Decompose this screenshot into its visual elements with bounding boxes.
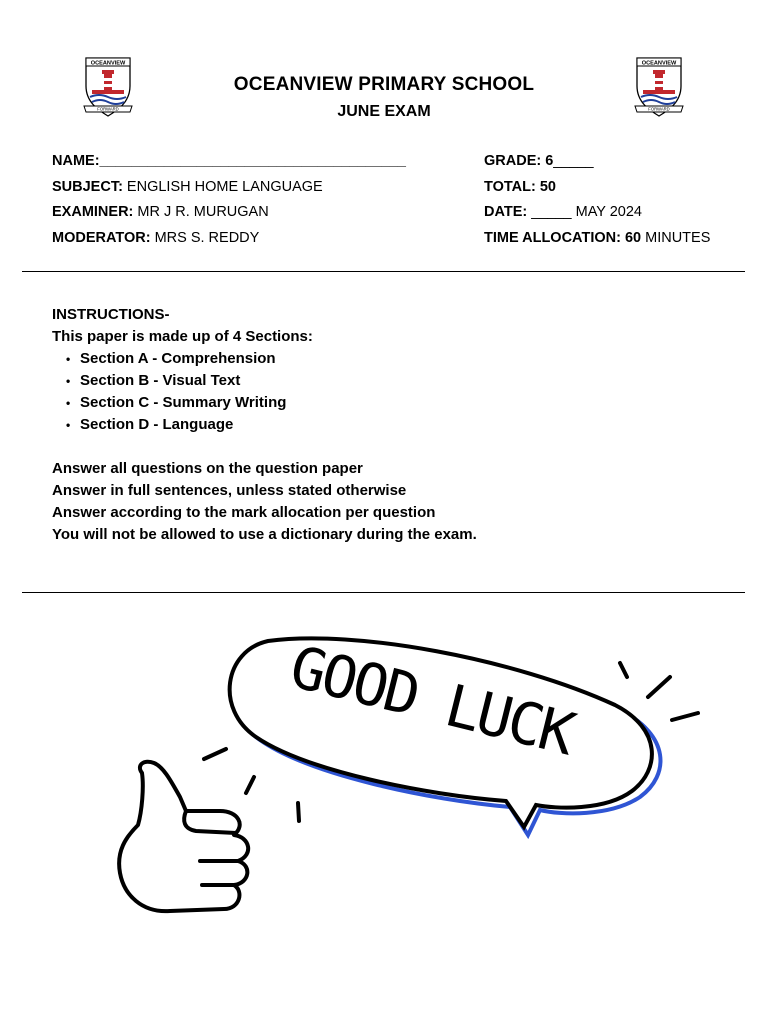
crest-motto: FORWARD xyxy=(648,106,670,112)
school-name: OCEANVIEW PRIMARY SCHOOL xyxy=(233,74,535,95)
name-blank: ______________________________________ xyxy=(99,153,406,169)
list-item xyxy=(66,392,477,414)
crest-top-text: OCEANVIEW xyxy=(90,60,126,67)
section-c: Section C - Summary Writing xyxy=(80,394,287,411)
total-label: TOTAL: 50 xyxy=(484,178,556,195)
section-a: Section A - Comprehension xyxy=(80,350,276,367)
name-label: NAME: xyxy=(52,153,100,169)
time-row xyxy=(484,229,710,255)
moderator-label: MODERATOR: xyxy=(52,229,151,246)
moderator-value: MRS S. REDDY xyxy=(150,229,260,246)
crest-top-text: OCEANVIEW xyxy=(641,60,677,67)
crest-motto: FORWARD xyxy=(97,106,119,112)
bullet-icon: • xyxy=(66,418,71,432)
exam-details-left xyxy=(52,152,406,254)
divider-top xyxy=(22,271,745,272)
examiner-label: EXAMINER: xyxy=(52,204,134,220)
list-item xyxy=(66,370,477,392)
rule-4: You will not be allowed to use a dictionary during the exam. xyxy=(52,526,477,543)
grade-field[interactable] xyxy=(484,152,710,178)
bullet-icon: • xyxy=(66,374,71,388)
date-field[interactable] xyxy=(484,203,710,229)
subject-row xyxy=(52,178,406,204)
examiner-value: MR J R. MURUGAN xyxy=(133,204,269,220)
section-d: Section D - Language xyxy=(80,416,234,433)
good-luck-text: GOOD LUCK xyxy=(283,632,579,768)
exam-title: JUNE EXAM xyxy=(337,103,431,120)
subject-value: ENGLISH HOME LANGUAGE xyxy=(122,178,323,195)
subject-label: SUBJECT: xyxy=(52,178,123,195)
divider-bottom xyxy=(22,592,745,593)
rule-1: Answer all questions on the question paper xyxy=(52,460,363,477)
rule-3: Answer according to the mark allocation per question xyxy=(52,504,436,521)
instructions-block xyxy=(52,304,477,546)
thumbs-up-icon xyxy=(119,762,248,911)
instructions-intro: This paper is made up of 4 Sections: xyxy=(52,328,313,345)
date-label: DATE: xyxy=(484,204,528,220)
grade-label: GRADE: 6 xyxy=(484,153,554,169)
rule-2: Answer in full sentences, unless stated otherwise xyxy=(52,482,407,499)
exam-details-right xyxy=(484,152,710,254)
section-b: Section B - Visual Text xyxy=(80,372,241,389)
date-value: _____ MAY 2024 xyxy=(527,204,642,220)
list-item xyxy=(66,348,477,370)
grade-blank: _____ xyxy=(553,153,594,169)
section-list xyxy=(52,348,477,436)
total-row xyxy=(484,178,710,204)
moderator-row xyxy=(52,229,406,255)
instructions-heading: INSTRUCTIONS- xyxy=(52,306,170,323)
good-luck-illustration xyxy=(100,625,720,945)
bullet-icon: • xyxy=(66,352,71,366)
bullet-icon: • xyxy=(66,396,71,410)
time-value: MINUTES xyxy=(641,229,711,246)
list-item xyxy=(66,414,477,436)
time-label: TIME ALLOCATION: 60 xyxy=(484,229,642,246)
examiner-row xyxy=(52,203,406,229)
name-field[interactable] xyxy=(52,152,406,178)
